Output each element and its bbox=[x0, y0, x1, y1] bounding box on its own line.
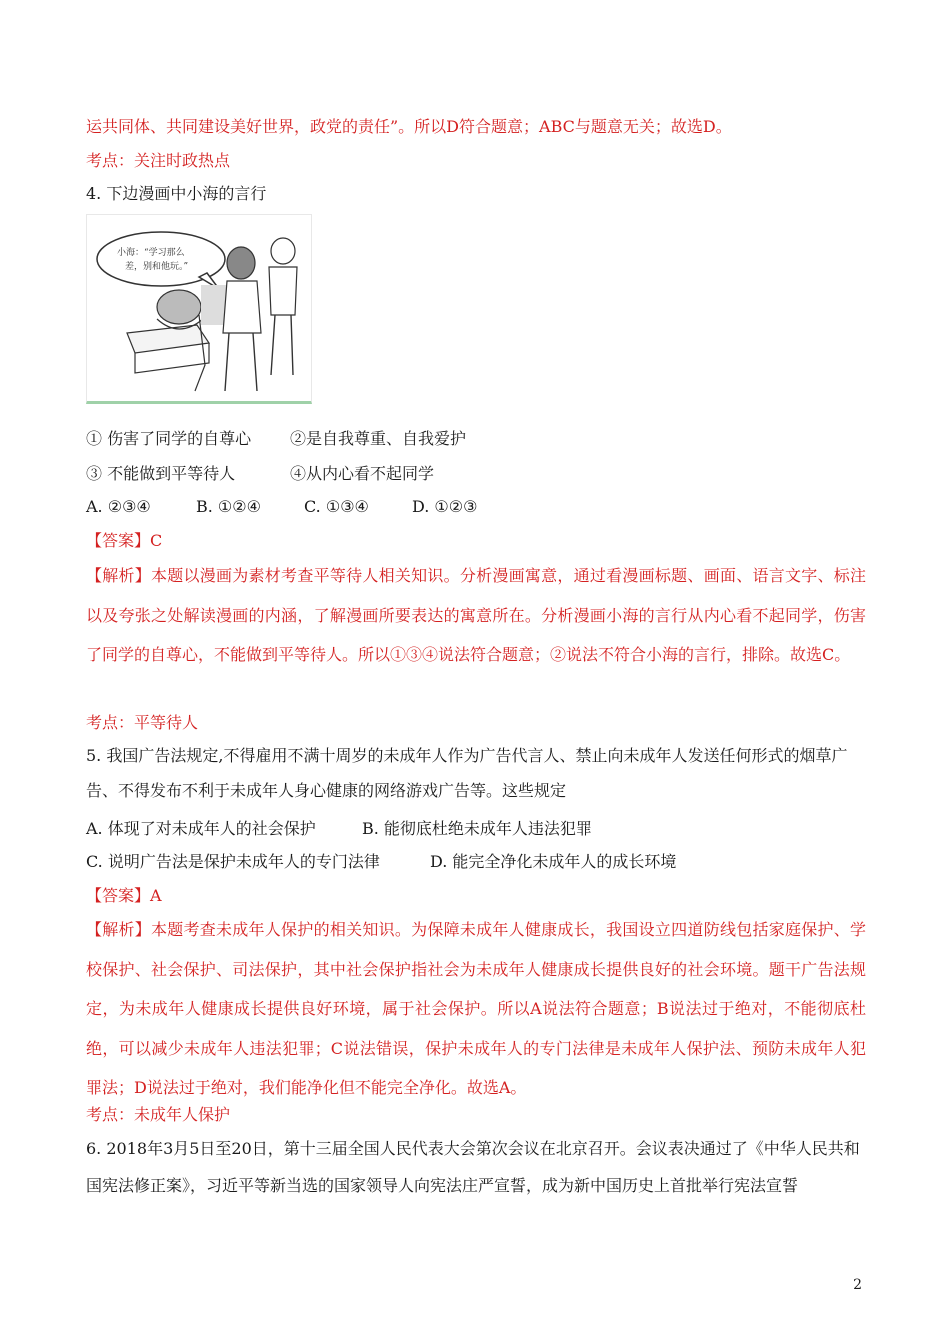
q4-answer: 【答案】C bbox=[86, 531, 163, 550]
q5-option-d: D. 能完全净化未成年人的成长环境 bbox=[430, 852, 677, 871]
q5-knowledge-point: 考点：未成年人保护 bbox=[86, 1105, 231, 1124]
q4-option-d: D. ①②③ bbox=[412, 497, 478, 516]
q4-statement-4: ④从内心看不起同学 bbox=[290, 464, 435, 483]
prev-knowledge-point: 考点：关注时政热点 bbox=[86, 151, 231, 170]
question-6-stem: 6. 2018年3月5日至20日，第十三届全国人民代表大会第次会议在北京召开。会议表决通过了《中华人民共和国宪法修正案》，习近平等新当选的国家领导人向宪法庄严宣誓，成为新中国历史上首批举行宪法宣誓 bbox=[86, 1139, 860, 1195]
q4-option-c: C. ①③④ bbox=[304, 497, 369, 516]
q5-option-c: C. 说明广告法是保护未成年人的专门法律 bbox=[86, 852, 380, 871]
q5-answer: 【答案】A bbox=[86, 886, 162, 905]
q4-option-b: B. ①②④ bbox=[196, 497, 261, 516]
q4-statement-3: ③ 不能做到平等待人 bbox=[86, 464, 236, 483]
q5-option-b: B. 能彻底杜绝未成年人违法犯罪 bbox=[362, 819, 592, 838]
q5-option-a: A. 体现了对未成年人的社会保护 bbox=[86, 819, 316, 838]
svg-text:小海：“学习那么: 小海：“学习那么 bbox=[117, 248, 185, 258]
q4-statement-1: ① 伤害了同学的自尊心 bbox=[86, 429, 252, 448]
q4-option-a: A. ②③④ bbox=[86, 497, 151, 516]
q4-statement-2: ②是自我尊重、自我爱护 bbox=[290, 429, 467, 448]
question-5-stem: 5. 我国广告法规定,不得雇用不满十周岁的未成年人作为广告代言人、禁止向未成年人发送任何形式的烟草广告、不得发布不利于未成年人身心健康的网络游戏广告等。这些规定 bbox=[86, 746, 848, 800]
q4-analysis: 【解析】本题以漫画为素材考查平等待人相关知识。分析漫画寓意，通过看漫画标题、画面、语言文字、标注以及夸张之处解读漫画的内涵，了解漫画所要表达的寓意所在。分析漫画小海的言行从内心看不起同学，伤害了同学的自尊心，不能做到平等待人。所以①③④说法符合题意；②说法不符合小海的言行，排除。故选C。 bbox=[86, 566, 866, 664]
cartoon-image bbox=[86, 214, 312, 404]
q4-knowledge-point: 考点：平等待人 bbox=[86, 713, 199, 732]
prev-answer-tail: 运共同体、共同建设美好世界，政党的责任”。所以D符合题意；ABC与题意无关；故选D。 bbox=[86, 117, 732, 136]
q5-analysis: 【解析】本题考查未成年人保护的相关知识。为保障未成年人健康成长，我国设立四道防线包括家庭保护、学校保护、社会保护、司法保护，其中社会保护指社会为未成年人健康成长提供良好的社会环境。题干广告法规定，为未成年人健康成长提供良好环境，属于社会保护。所以A说法符合题意；B说法过于绝对，不能彻底杜绝，可以减少未成年人违法犯罪；C说法错误，保护未成年人的专门法律是未成年人保护法、预防未成年人犯罪法；D说法过于绝对，我们能净化但不能完全净化。故选A。 bbox=[86, 920, 866, 1097]
svg-text:差，别和他玩。”: 差，别和他玩。” bbox=[125, 262, 189, 272]
question-4-stem: 4. 下边漫画中小海的言行 bbox=[86, 184, 267, 203]
page-number: 2 bbox=[853, 1277, 862, 1293]
